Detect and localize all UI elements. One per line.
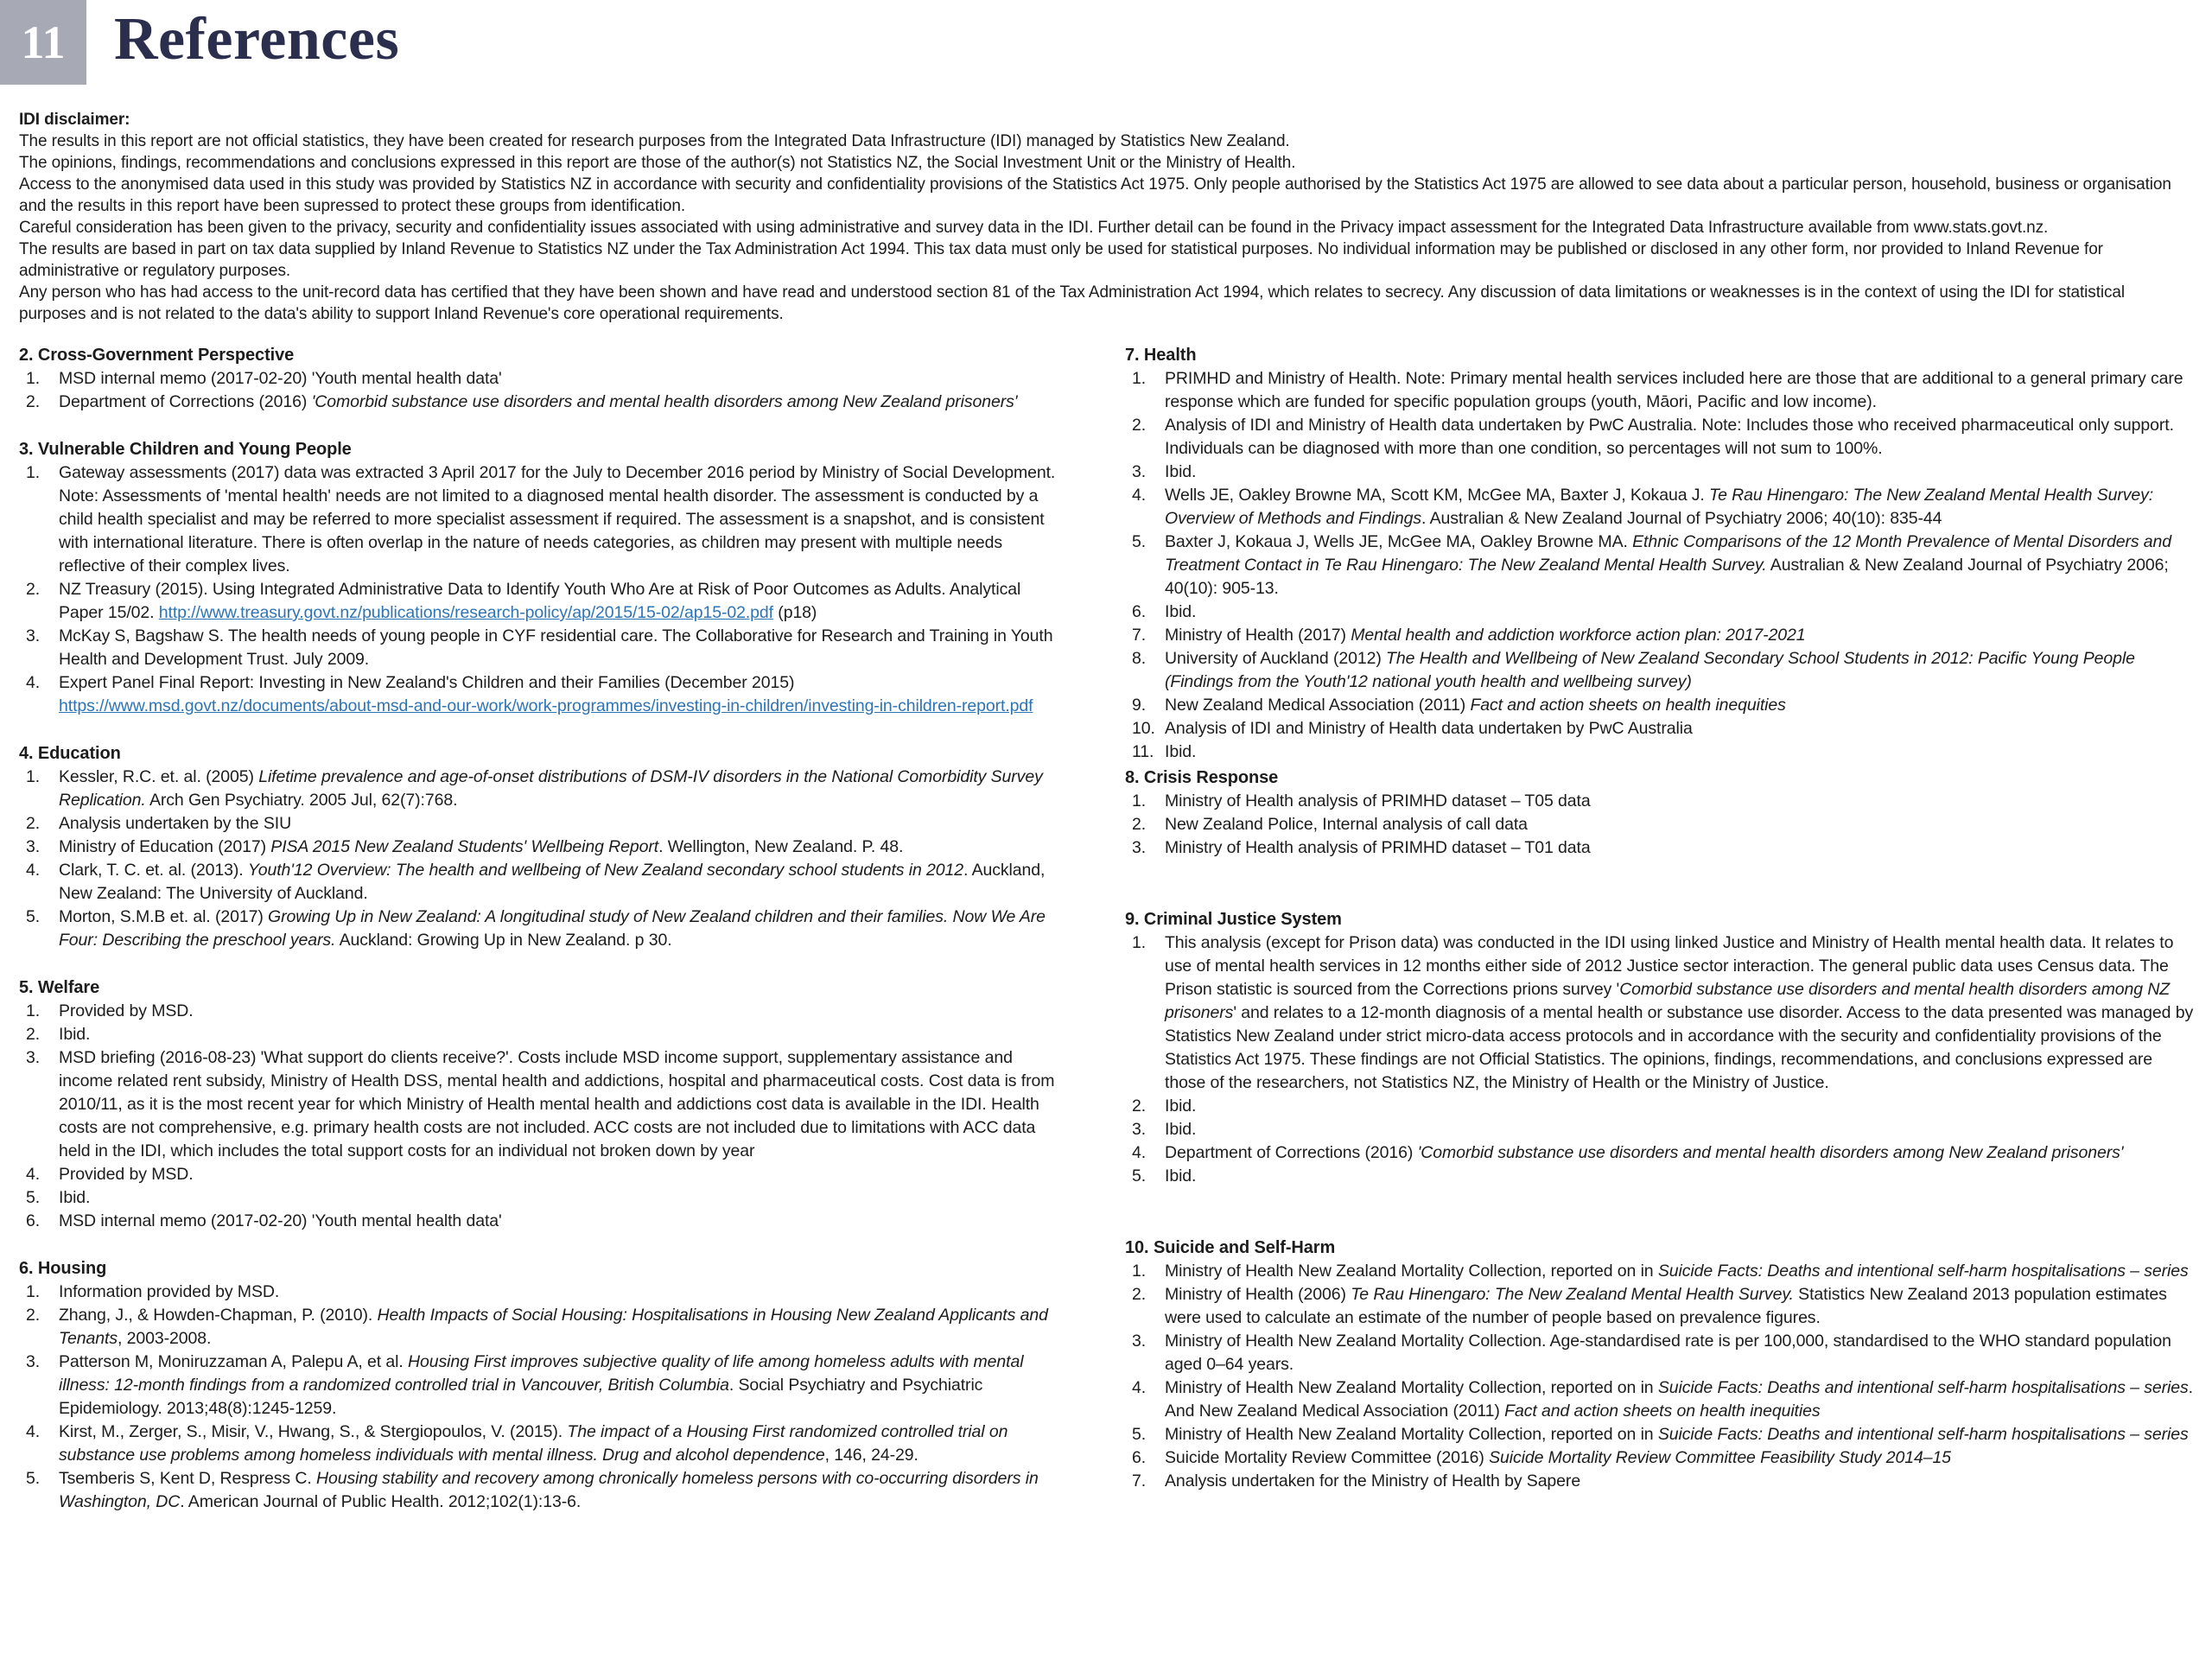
reference-text: Kessler, R.C. et. al. (2005) — [59, 767, 259, 786]
reference-text: Morton, S.M.B et. al. (2017) — [59, 907, 269, 926]
reference-text: . Wellington, New Zealand. P. 48. — [658, 837, 904, 856]
reference-text: Ministry of Health (2006) — [1165, 1285, 1351, 1304]
reference-title-italic: Suicide Facts: Deaths and intentional self-harm hospitalisations – series — [1657, 1425, 2189, 1444]
reference-title-italic: PISA 2015 New Zealand Students' Wellbeing Report — [270, 837, 659, 856]
reference-text: , 146, 24-29. — [824, 1446, 918, 1465]
page-header — [0, 0, 2212, 85]
reference-text: Ibid. — [1165, 1166, 1197, 1185]
disclaimer-paragraph: The results in this report are not official statistics, they have been created for research purposes from the Integrated Data Infrastructure (IDI) managed by Statistics New Zealand. — [19, 132, 1290, 150]
reference-item — [19, 812, 1065, 836]
reference-text: Provided by MSD. — [59, 1165, 194, 1184]
reference-text: MSD internal memo (2017-02-20) 'Youth mental health data' — [59, 1211, 502, 1230]
reference-list — [19, 367, 1065, 414]
reference-text: Gateway assessments (2017) data was extracted 3 April 2017 for the July to December 2016 period by Ministry of Social Development. Note: Assessments of 'mental health' needs are not limited to a diagnosed mental health disorder. The assessment is conducted by a child health specialist and may be referred to more specialist assessment if required. The assessment is a snapshot, and is consistent with international literature. There is often overlap in the nature of needs categories, as children may present with multiple needs reflective of their complex lives. — [59, 463, 1056, 575]
reference-item — [1125, 836, 2195, 860]
section-heading: 6. Housing — [19, 1259, 107, 1278]
reference-item — [19, 1163, 1065, 1186]
disclaimer-paragraph: The opinions, findings, recommendations and conclusions expressed in this report are those of the author(s) not Statistics NZ, the Social Investment Unit or the Ministry of Health. — [19, 154, 1296, 172]
reference-item — [1125, 367, 2195, 414]
reference-item — [1125, 717, 2195, 741]
reference-section — [19, 344, 1065, 414]
reference-text: Kirst, M., Zerger, S., Misir, V., Hwang, S., & Stergiopoulos, V. (2015). — [59, 1422, 568, 1441]
reference-text: ' and relates to a 12-month diagnosis of a mental health or substance use disorder. Access to the data presented was managed by Statistics New Zealand under strict micro-data access protocols and in accordance with the security and confidentiality provisions of the Statistics Act 1975. These findings are not Official Statistics. The opinions, findings, recommendations, and conclusions expressed are those of the researchers, not Statistics NZ, the Ministry of Health or the Ministry of Justice. — [1165, 1003, 2194, 1092]
reference-section — [19, 742, 1065, 952]
reference-text: Patterson M, Moniruzzaman A, Palepu A, et al. — [59, 1352, 409, 1371]
reference-text: , 2003-2008. — [117, 1329, 212, 1348]
disclaimer-paragraph: Any person who has had access to the unit-record data has certified that they have been shown and have read and understood section 81 of the Tax Administration Act 1994, which relates to secrecy. Any discussion of data limitations or weaknesses is in the context of using the IDI for statistical purposes and is not related to the data's ability to support Inland Revenue's core operational requirements. — [19, 283, 2125, 323]
reference-item — [19, 1023, 1065, 1046]
reference-item — [19, 1046, 1065, 1163]
references-columns — [19, 344, 2195, 1514]
reference-text: (p18) — [772, 603, 817, 622]
reference-title-italic: Te Rau Hinengaro: The New Zealand Mental Health Survey. — [1351, 1285, 1794, 1304]
reference-item — [19, 1281, 1065, 1304]
reference-text: Ibid. — [59, 1188, 91, 1207]
reference-text: Ministry of Health (2017) — [1165, 626, 1351, 645]
reference-link[interactable]: https://www.msd.govt.nz/documents/about-msd-and-our-work/work-programmes/investing-in-children/investing-in-children-report.pdf — [59, 696, 1033, 715]
reference-text: New Zealand Police, Internal analysis of call data — [1165, 815, 1528, 834]
reference-text: MSD briefing (2016-08-23) 'What support do clients receive?'. Costs include MSD income support, supplementary assistance and income related rent subsidy, Ministry of Health DSS, mental health and addictions, hospital and pharmaceutical costs. Cost data is from 2010/11, as it is the most recent year for which Ministry of Health mental health and addictions cost data is available in the IDI. Health costs are not comprehensive, e.g. primary health costs are not included. ACC costs are not included due to limitations with ACC data held in the IDI, which includes the total support costs for an individual not broken down by year — [59, 1048, 1055, 1160]
reference-text: Ibid. — [1165, 602, 1197, 621]
reference-text: . Social Psychiatry and Psychiatric Epidemiology. 2013;48(8):1245-1259. — [59, 1376, 983, 1418]
reference-text: . American Journal of Public Health. 2012;102(1):13-6. — [180, 1492, 582, 1511]
reference-text: Analysis undertaken by the SIU — [59, 814, 292, 833]
reference-item — [1125, 1118, 2195, 1141]
reference-text: . Australian & New Zealand Journal of Psychiatry 2006; 40(10): 835-44 — [1421, 509, 1942, 528]
reference-item — [19, 1467, 1065, 1514]
reference-title-italic: 'Comorbid substance use disorders and mental health disorders among New Zealand prisoners' — [311, 392, 1018, 411]
reference-item — [19, 859, 1065, 906]
reference-text: Ibid. — [1165, 1120, 1197, 1139]
reference-section — [19, 438, 1065, 718]
reference-list — [19, 461, 1065, 718]
reference-text: Tsemberis S, Kent D, Respress C. — [59, 1469, 316, 1488]
reference-text: Clark, T. C. et. al. (2013). — [59, 861, 248, 880]
reference-text: This analysis (except for Prison data) was conducted in the IDI using linked Justice and Ministry of Health mental health data. It relates to use of mental health services in 12 months either side of 2012 Justice sector interaction. The general public data uses Census data. The Prison statistic is sourced from the Corrections prions survey ' — [1165, 933, 2174, 999]
reference-list — [1125, 790, 2195, 860]
reference-item — [19, 906, 1065, 952]
reference-item — [1125, 790, 2195, 813]
reference-list — [1125, 1260, 2195, 1493]
reference-text: Ibid. — [1165, 742, 1197, 761]
reference-item — [1125, 601, 2195, 624]
reference-item — [19, 671, 1065, 718]
reference-item — [1125, 1376, 2195, 1423]
reference-text: . Auckland, New Zealand: The University of Auckland. — [59, 861, 1046, 903]
reference-link[interactable]: http://www.treasury.govt.nz/publications/research-policy/ap/2015/15-02/ap15-02.pdf — [158, 603, 773, 622]
reference-item — [19, 1210, 1065, 1233]
reference-text: New Zealand Medical Association (2011) — [1165, 696, 1471, 715]
reference-item — [1125, 694, 2195, 717]
reference-text: Ministry of Health analysis of PRIMHD dataset – T05 data — [1165, 791, 1591, 810]
reference-title-italic: Suicide Facts: Deaths and intentional self-harm hospitalisations – series — [1657, 1378, 2189, 1397]
reference-item — [19, 1304, 1065, 1351]
reference-text: Zhang, J., & Howden-Chapman, P. (2010). — [59, 1306, 378, 1325]
reference-text: Suicide Mortality Review Committee (2016) — [1165, 1448, 1490, 1467]
reference-item — [1125, 813, 2195, 836]
references-column-left — [19, 344, 1065, 1514]
section-heading: 2. Cross-Government Perspective — [19, 346, 295, 365]
reference-item — [1125, 1165, 2195, 1188]
reference-text: Ibid. — [1165, 1096, 1197, 1116]
reference-text: Ibid. — [59, 1025, 91, 1044]
reference-item — [1125, 1330, 2195, 1376]
reference-text: Expert Panel Final Report: Investing in New Zealand's Children and their Families (December 2015) — [59, 673, 795, 692]
reference-item — [1125, 1141, 2195, 1165]
reference-item — [19, 625, 1065, 671]
reference-text: Provided by MSD. — [59, 1001, 194, 1020]
reference-text: Department of Corrections (2016) — [59, 392, 312, 411]
reference-text: Arch Gen Psychiatry. 2005 Jul, 62(7):768. — [145, 791, 458, 810]
page-number-box — [0, 0, 86, 85]
reference-item — [1125, 1470, 2195, 1493]
reference-text: NZ Treasury (2015). Using Integrated Administrative Data to Identify Youth Who Are at Risk of Poor Outcomes as Adults. Analytical Paper 15/02. — [59, 580, 1021, 622]
reference-title-italic: Lifetime prevalence and age-of-onset distributions of DSM-IV disorders in the National Comorbidity Survey Replication. — [59, 767, 1043, 810]
reference-item — [1125, 1260, 2195, 1283]
section-heading: 9. Criminal Justice System — [1125, 910, 1342, 929]
reference-list — [19, 766, 1065, 952]
reference-title-italic: Fact and action sheets on health inequities — [1504, 1402, 1821, 1421]
reference-text: MSD internal memo (2017-02-20) 'Youth mental health data' — [59, 369, 502, 388]
reference-item — [19, 1000, 1065, 1023]
reference-item — [1125, 741, 2195, 764]
reference-text: Ministry of Health New Zealand Mortality Collection, reported on in — [1165, 1378, 1658, 1397]
reference-text: Analysis of IDI and Ministry of Health data undertaken by PwC Australia. Note: Includes those who received pharmaceutical only support. Individuals can be diagnosed with more than one condition, so percentages will not sum to 100%. — [1165, 416, 2174, 458]
reference-section — [1125, 766, 2195, 860]
disclaimer-paragraph: The results are based in part on tax data supplied by Inland Revenue to Statistics NZ under the Tax Administration Act 1994. This tax data must only be used for statistical purposes. No individual information may be published or disclosed in any other form, nor provided to Inland Revenue for administrative or regulatory purposes. — [19, 240, 2103, 280]
reference-text: Baxter J, Kokaua J, Wells JE, McGee MA, Oakley Browne MA. — [1165, 532, 1633, 551]
page-number: 11 — [21, 16, 66, 68]
reference-text: Analysis undertaken for the Ministry of Health by Sapere — [1165, 1471, 1581, 1491]
reference-section — [19, 1257, 1065, 1514]
disclaimer-paragraph: Access to the anonymised data used in this study was provided by Statistics NZ in accordance with security and confidentiality provisions of the Statistics Act 1975. Only people authorised by the Statistics Act 1975 are allowed to see data about a particular person, household, business or organisation and the results in this report have been supressed to protect these groups from identification. — [19, 175, 2171, 215]
reference-title-italic: The impact of a Housing First randomized controlled trial on substance use problems among homeless individuals with mental illness. Drug and alcohol dependence — [59, 1422, 1008, 1465]
reference-title-italic: Housing First improves subjective quality of life among homeless adults with mental illness: 12-month findings from a randomized controlled trial in Vancouver, British Columbia — [59, 1352, 1024, 1395]
reference-item — [1125, 1283, 2195, 1330]
reference-title-italic: The Health and Wellbeing of New Zealand Secondary School Students in 2012: Pacific Young People (Findings from the Youth'12 national youth health and wellbeing survey) — [1165, 649, 2135, 691]
reference-item — [19, 1186, 1065, 1210]
reference-item — [1125, 1423, 2195, 1446]
section-heading: 5. Welfare — [19, 978, 100, 997]
reference-text: Australian & New Zealand Journal of Psychiatry 2006; 40(10): 905-13. — [1165, 556, 2169, 598]
reference-title-italic: Suicide Facts: Deaths and intentional self-harm hospitalisations – series — [1657, 1262, 2189, 1281]
reference-text: Department of Corrections (2016) — [1165, 1143, 1418, 1162]
reference-list — [19, 1281, 1065, 1514]
reference-text: PRIMHD and Ministry of Health. Note: Primary mental health services included here are those that are additional to a general primary care response which are funded for specific population groups (youth, Māori, Pacific and low income). — [1165, 369, 2183, 411]
reference-title-italic: Te Rau Hinengaro: The New Zealand Mental Health Survey: Overview of Methods and Findings — [1165, 486, 2154, 528]
reference-text: Auckland: Growing Up in New Zealand. p 30. — [335, 931, 672, 950]
reference-text: Ministry of Health New Zealand Mortality Collection, reported on in — [1165, 1262, 1658, 1281]
reference-text: Ministry of Health analysis of PRIMHD dataset – T01 data — [1165, 838, 1591, 857]
reference-title-italic: Growing Up in New Zealand: A longitudinal study of New Zealand children and their families. Now We Are Four: Describing the preschool years. — [59, 907, 1046, 950]
reference-item — [1125, 484, 2195, 531]
reference-text: Information provided by MSD. — [59, 1282, 280, 1301]
reference-item — [19, 461, 1065, 578]
reference-item — [1125, 414, 2195, 461]
reference-item — [19, 766, 1065, 812]
reference-list — [1125, 931, 2195, 1188]
reference-item — [1125, 1446, 2195, 1470]
section-heading: 7. Health — [1125, 346, 1197, 365]
reference-list — [19, 1000, 1065, 1233]
reference-text: McKay S, Bagshaw S. The health needs of young people in CYF residential care. The Collaborative for Research and Training in Youth Health and Development Trust. July 2009. — [59, 626, 1053, 669]
page-title: References — [114, 6, 400, 73]
reference-text: . And New Zealand Medical Association (2011) — [1165, 1378, 2193, 1421]
reference-title-italic: Youth'12 Overview: The health and wellbeing of New Zealand secondary school students in 2012 — [247, 861, 964, 880]
reference-item — [1125, 1095, 2195, 1118]
reference-text: Ministry of Health New Zealand Mortality Collection, reported on in — [1165, 1425, 1658, 1444]
reference-text: Analysis of IDI and Ministry of Health data undertaken by PwC Australia — [1165, 719, 1693, 738]
reference-item — [19, 367, 1065, 391]
section-heading: 8. Crisis Response — [1125, 768, 1279, 787]
section-heading: 3. Vulnerable Children and Young People — [19, 440, 352, 459]
reference-item — [1125, 624, 2195, 647]
reference-text: Ministry of Health New Zealand Mortality Collection. Age-standardised rate is per 100,000, standardised to the WHO standard population aged 0–64 years. — [1165, 1332, 2171, 1374]
reference-item — [19, 836, 1065, 859]
reference-list — [1125, 367, 2195, 764]
disclaimer-label: IDI disclaimer: — [19, 111, 130, 129]
reference-section — [1125, 344, 2195, 764]
reference-title-italic: Ethnic Comparisons of the 12 Month Prevalence of Mental Disorders and Treatment Contact in Te Rau Hinengaro: The New Zealand Mental Health Survey. — [1165, 532, 2172, 575]
reference-item — [1125, 461, 2195, 484]
reference-text: Wells JE, Oakley Browne MA, Scott KM, McGee MA, Baxter J, Kokaua J. — [1165, 486, 1710, 505]
reference-text: University of Auckland (2012) — [1165, 649, 1387, 668]
reference-title-italic: Health Impacts of Social Housing: Hospitalisations in Housing New Zealand Applicants and Tenants — [59, 1306, 1048, 1348]
reference-section — [1125, 1236, 2195, 1493]
idi-disclaimer — [19, 109, 2191, 325]
reference-text: Ibid. — [1165, 462, 1197, 481]
reference-title-italic: Mental health and addiction workforce action plan: 2017-2021 — [1351, 626, 1806, 645]
reference-section — [19, 976, 1065, 1233]
reference-title-italic: Suicide Mortality Review Committee Feasibility Study 2014–15 — [1489, 1448, 1951, 1467]
section-heading: 4. Education — [19, 744, 121, 763]
reference-item — [1125, 931, 2195, 1095]
references-column-right — [1125, 344, 2195, 1493]
reference-item — [19, 1351, 1065, 1421]
reference-item — [1125, 531, 2195, 601]
disclaimer-paragraph: Careful consideration has been given to the privacy, security and confidentiality issues associated with using administrative and survey data in the IDI. Further detail can be found in the Privacy impact assessment for the Integrated Data Infrastructure available from www.stats.govt.nz. — [19, 219, 2049, 237]
reference-title-italic: Comorbid substance use disorders and mental health disorders among NZ prisoners — [1165, 980, 2171, 1022]
reference-section — [1125, 908, 2195, 1188]
reference-item — [19, 391, 1065, 414]
reference-title-italic: Housing stability and recovery among chronically homeless persons with co-occurring disorders in Washington, DC — [59, 1469, 1039, 1511]
reference-item — [1125, 647, 2195, 694]
reference-text: Statistics New Zealand 2013 population estimates were used to calculate an estimate of the number of people based on prevalence figures. — [1165, 1285, 2167, 1327]
reference-text: Ministry of Education (2017) — [59, 837, 271, 856]
reference-title-italic: 'Comorbid substance use disorders and mental health disorders among New Zealand prisoners' — [1417, 1143, 2124, 1162]
section-heading: 10. Suicide and Self-Harm — [1125, 1238, 1336, 1257]
reference-item — [19, 1421, 1065, 1467]
reference-title-italic: Fact and action sheets on health inequities — [1470, 696, 1786, 715]
reference-item — [19, 578, 1065, 625]
